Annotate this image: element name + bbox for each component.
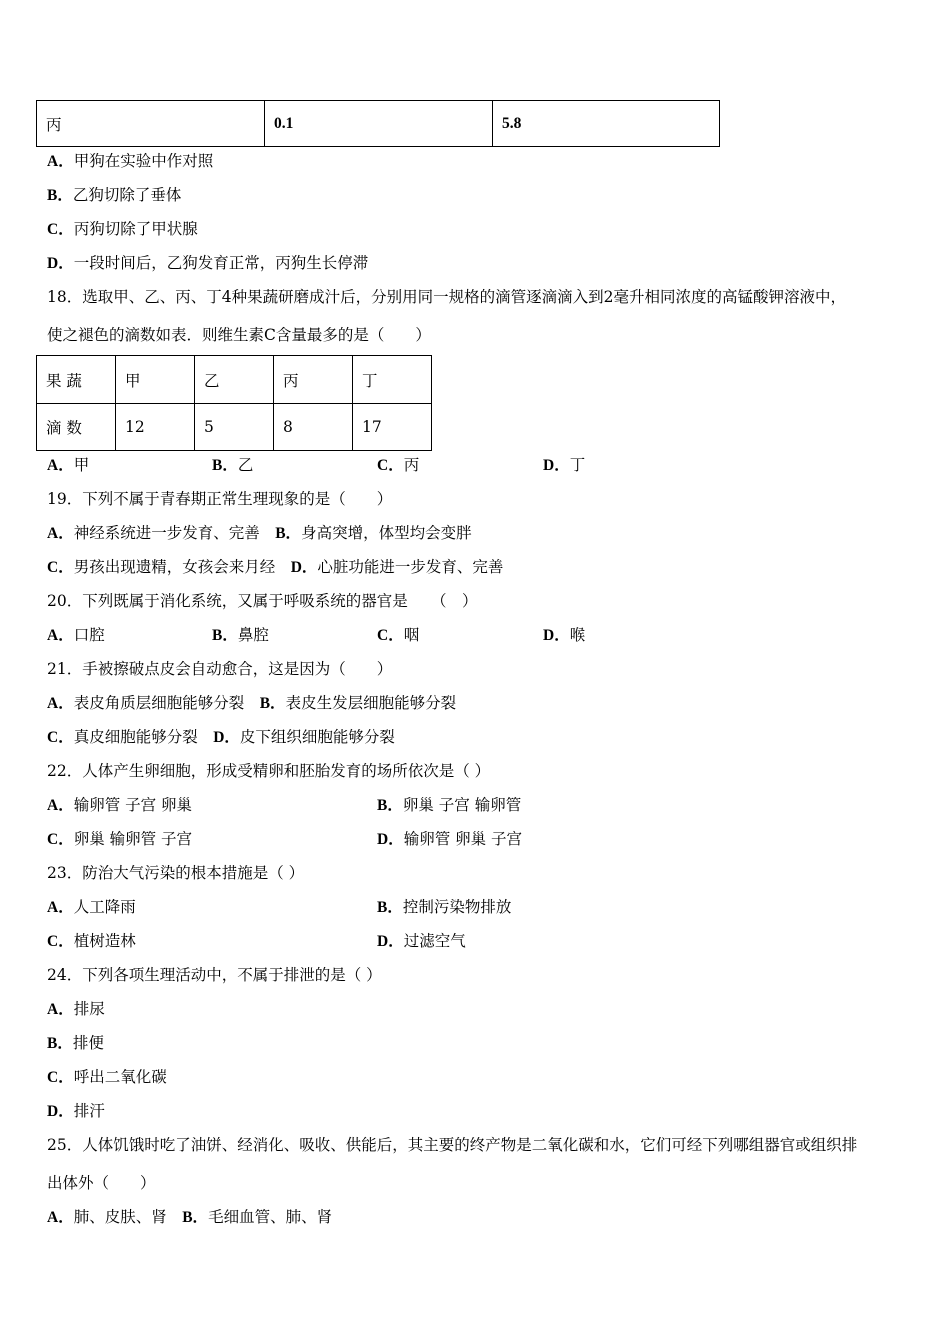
q17-option-b: B．乙狗切除了垂体	[47, 186, 182, 204]
table-header-cell: 甲	[116, 356, 195, 404]
table-cell: 0.1	[265, 101, 493, 147]
q21-options-line-1: A．表皮角质层细胞能够分裂 B．表皮生发层细胞能够分裂	[47, 694, 457, 712]
table-cell: 17	[353, 404, 432, 451]
q20-option-b: B．鼻腔	[212, 626, 269, 644]
q23-option-c: C．植树造林	[47, 932, 136, 950]
q17-option-a: A．甲狗在实验中作对照	[47, 152, 214, 170]
q25-options-line: A．肺、皮肤、肾 B．毛细血管、肺、肾	[47, 1208, 333, 1226]
q18-stem-line-2: 使之褪色的滴数如表．则维生素C含量最多的是（ ）	[47, 326, 431, 344]
q22-stem: 22．人体产生卵细胞，形成受精卵和胚胎发育的场所依次是（ ）	[47, 762, 491, 780]
q24-option-d: D．排汗	[47, 1102, 105, 1120]
table-header-cell: 丁	[353, 356, 432, 404]
q22-option-c: C．卵巢 输卵管 子宫	[47, 830, 193, 848]
q23-options-line-2	[47, 931, 647, 951]
table-cell: 丙	[37, 101, 265, 147]
table-row	[37, 404, 432, 451]
table-cell: 5	[195, 404, 274, 451]
q19-options-line-1: A．神经系统进一步发育、完善 B．身高突增，体型均会变胖	[47, 524, 472, 542]
table-cell: 12	[116, 404, 195, 451]
q20-option-a: A．口腔	[47, 626, 105, 644]
table-header-cell: 丙	[274, 356, 353, 404]
q23-option-a: A．人工降雨	[47, 898, 136, 916]
q23-options-line-1	[47, 897, 647, 917]
q24-option-a: A．排尿	[47, 1000, 105, 1018]
q23-stem: 23．防治大气污染的根本措施是（ ）	[47, 864, 305, 882]
q21-options-line-2: C．真皮细胞能够分裂 D．皮下组织细胞能够分裂	[47, 728, 395, 746]
q25-stem-line-1: 25．人体饥饿时吃了油饼、经消化、吸收、供能后，其主要的终产物是二氧化碳和水，它们可经下列哪组器官或组织排	[47, 1136, 858, 1154]
q20-option-c: C．咽	[377, 626, 420, 644]
q18-options	[47, 455, 647, 475]
q21-stem: 21．手被擦破点皮会自动愈合，这是因为（ ）	[47, 660, 393, 678]
q22-option-d: D．输卵管 卵巢 子宫	[377, 830, 523, 848]
q20-stem: 20．下列既属于消化系统，又属于呼吸系统的器官是 （ ）	[47, 592, 478, 610]
table-header-cell: 果 蔬	[37, 356, 116, 404]
q20-options	[47, 625, 647, 645]
q25-stem-line-2: 出体外（ ）	[47, 1174, 156, 1192]
q23-option-d: D．过滤空气	[377, 932, 466, 950]
table-row	[37, 101, 720, 147]
q18-option-d: D．丁	[543, 456, 586, 474]
q20-option-d: D．喉	[543, 626, 586, 644]
q17-option-c: C．丙狗切除了甲状腺	[47, 220, 198, 238]
q22-options-line-2	[47, 829, 647, 849]
q24-stem: 24．下列各项生理活动中，不属于排泄的是（ ）	[47, 966, 382, 984]
table-cell: 5.8	[493, 101, 720, 147]
q23-option-b: B．控制污染物排放	[377, 898, 512, 916]
q18-table	[36, 355, 432, 451]
q18-option-c: C．丙	[377, 456, 420, 474]
q24-option-b: B．排便	[47, 1034, 104, 1052]
table-cell: 滴 数	[37, 404, 116, 451]
q17-option-d: D．一段时间后，乙狗发育正常，丙狗生长停滞	[47, 254, 369, 272]
q22-options-line-1	[47, 795, 647, 815]
table-row	[37, 356, 432, 404]
q18-stem-line-1: 18．选取甲、乙、丙、丁4种果蔬研磨成汁后，分别用同一规格的滴管逐滴滴入到2毫升相同浓度的高锰酸钾溶液中，	[47, 288, 846, 306]
table-header-cell: 乙	[195, 356, 274, 404]
q22-option-b: B．卵巢 子宫 输卵管	[377, 796, 522, 814]
q18-option-b: B．乙	[212, 456, 254, 474]
q24-option-c: C．呼出二氧化碳	[47, 1068, 167, 1086]
table-cell: 8	[274, 404, 353, 451]
q19-stem: 19．下列不属于青春期正常生理现象的是（ ）	[47, 490, 393, 508]
q19-options-line-2: C．男孩出现遗精，女孩会来月经 D．心脏功能进一步发育、完善	[47, 558, 504, 576]
q18-option-a: A．甲	[47, 456, 90, 474]
q22-option-a: A．输卵管 子宫 卵巢	[47, 796, 193, 814]
data-table-1	[36, 100, 720, 147]
